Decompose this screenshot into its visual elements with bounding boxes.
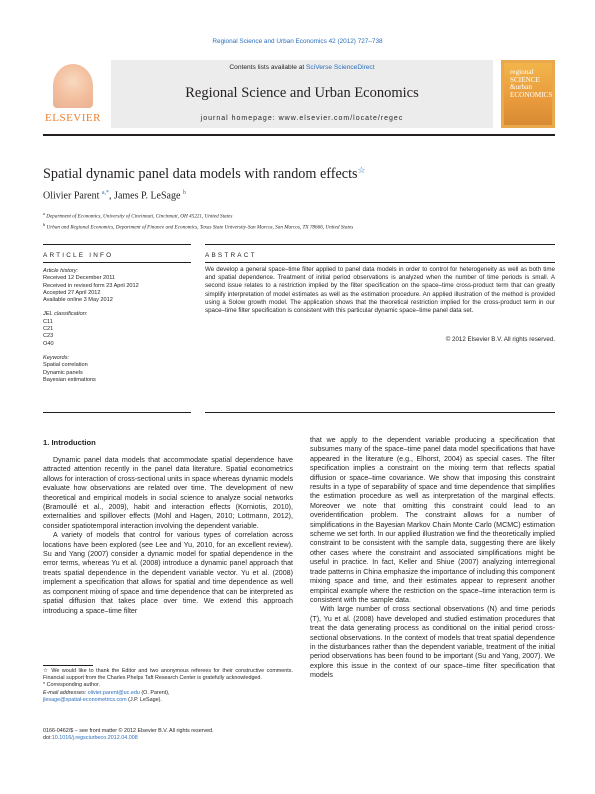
email-label: E-mail addresses: — [43, 689, 88, 696]
issn-line: 0166-0462/$ – see front matter © 2012 Elsevier B.V. All rights reserved. — [43, 728, 214, 734]
keyword: Bayesian estimations — [43, 376, 96, 383]
title-footnote-mark[interactable]: ☆ — [357, 165, 366, 175]
jel-code: C11 — [43, 318, 53, 325]
email-owner: (O. Parent), — [139, 689, 170, 696]
acknowledgement-note: ☆ We would like to thank the Editor and two anonymous referees for their constructive comments. Financial support from the Charles Phelps Taft Research Center is gratefully acknowledged. — [43, 668, 293, 682]
paragraph: Dynamic panel data models that accommodate spatial dependence have attracted attention recently in the panel data literature. Spatial econometrics allows for interaction of cross-sectional units in space whereas dynamic models evaluate how observations are related over time. The development of new theoretical and empirical models in social science to analyze social networks (Bramoullé et al., 2009), habit and interaction effects (Korniotis, 2010), externalities and spillover effects (Mohl and Hagen, 2010; Lottmann, 2012), consider spatiotemporal interaction involving the dependent variable. — [43, 456, 293, 530]
history-item: Received 12 December 2011 — [43, 275, 116, 282]
author-separator: , — [109, 190, 115, 202]
author-name[interactable]: Olivier Parent — [43, 190, 100, 202]
publication-info — [43, 728, 293, 742]
footnotes — [43, 668, 293, 704]
author-name[interactable]: James P. LeSage — [114, 190, 181, 202]
history-item: Accepted 27 April 2012 — [43, 289, 101, 296]
jel-code: O40 — [43, 340, 54, 347]
footnote-rule — [43, 665, 93, 666]
contents-line — [111, 64, 493, 71]
homepage-url[interactable]: www.elsevier.com/locate/regec — [278, 115, 404, 122]
cover-line: SCIENCE — [510, 75, 540, 84]
article-info-heading: ARTICLE INFO — [43, 252, 114, 259]
history-label: Article history: — [43, 268, 79, 274]
journal-citation[interactable]: Regional Science and Urban Economics 42 (2012) 727–738 — [212, 38, 383, 45]
corresponding-author-note: * Corresponding author. — [43, 682, 100, 689]
cover-title — [510, 69, 552, 99]
section-heading-introduction: 1. Introduction — [43, 438, 96, 447]
affiliation-a — [43, 210, 353, 221]
right-column — [310, 436, 555, 681]
paragraph: With large number of cross sectional observations (N) and time periods (T), Yu et al. (2008) have developed and studied estimation procedures that treat the data generating process as conditional on the initial period cross-sectional observations. In the context of models that treat spatial dependence in the disturbances rather than the dependent variable, treatment of the initial period observations has been found to be important (Su and Yang, 2007). We explore this issue in the context of our space–time filter specification that models — [310, 605, 555, 680]
cover-line: ECONOMICS — [510, 90, 553, 99]
cover-line: &urban — [510, 83, 532, 92]
info-bottom-rule — [43, 412, 191, 413]
elsevier-tree-icon — [53, 64, 93, 108]
journal-cover-art — [504, 63, 552, 125]
keywords — [43, 355, 191, 384]
elsevier-logo — [43, 60, 103, 128]
jel-code: C21 — [43, 326, 54, 333]
journal-cover-image — [501, 60, 555, 128]
paragraph: that we apply to the dependent variable producing a specification that subsumes many of the space–time panel data model specifications that have appeared in the literature (e.g., Elhorst, 2004) as special cases. The filter specification implies a constraint on the mixing term that reflects spatial diffusion or space–time covariance. We show that imposing this constraint results in a type of separability of space and time dependence that simplifies the estimation procedure as well as interpretation of the marginal effects. Moreover we note that omitting this constraint could lead to an overidentification problem. The constraint allows for a number of simplifications in the Bayesian Markov Chain Monte Carlo (MCMC) estimation scheme we set forth. In our applied illustration we find the theoretically implied constraint to be consistent with the sample data, suggesting there are likely other cases where the constraint and associated simplifications might be useful in practice. In fact, Keller and Shiue (2007) analyzing interregional trade patterns in China emphasize the importance of including this component mixing space and time, and their estimates appear to represent another empirical example where the restriction on the space–time interaction term is consistent with the sample data. — [310, 436, 555, 604]
contents-prefix: Contents lists available at — [229, 64, 307, 71]
keyword: Spatial correlation — [43, 362, 88, 369]
affiliation-b — [43, 221, 353, 232]
history-item: Available online 3 May 2012 — [43, 297, 113, 304]
keyword: Dynamic panels — [43, 369, 83, 376]
article-info — [43, 268, 191, 391]
email-link[interactable]: jlesage@spatial-econometrics.com — [43, 696, 127, 703]
abstract-head-rule — [205, 262, 555, 263]
keywords-label: Keywords: — [43, 354, 70, 361]
article-history — [43, 268, 191, 304]
abstract-bottom-rule — [205, 412, 555, 413]
elsevier-wordmark: ELSEVIER — [45, 112, 101, 124]
paragraph: A variety of models that control for various types of correlation across locations have been explored (see Lee and Yu, 2010, for an excellent review). Su and Yang (2007) consider a dynamic model for spatial dependence in the error terms, whereas Yu et al. (2008) introduce a dynamic panel approach that treats spatial dependence in the dependent variable vector. Yu et al. (2008) implement a specification that allows for spatial and time dependence as well as component mixing of space and time dependence that can be interpreted as spatial diffusion that takes place over time. We extend this approach introducing a space–time filter — [43, 531, 293, 615]
email-owner: (J.P. LeSage). — [126, 696, 162, 703]
jel-classification — [43, 311, 191, 347]
jel-label: JEL classification: — [43, 311, 88, 318]
email-note — [43, 690, 293, 697]
affiliation-mark: a — [43, 211, 45, 216]
info-head-rule — [43, 262, 191, 263]
article-title-block — [43, 166, 366, 183]
abstract-heading: ABSTRACT — [205, 252, 257, 259]
affiliation-text: Department of Economics, University of Cincinnati, Cincinnati, OH 45221, United States — [46, 213, 233, 220]
abstract-copyright: © 2012 Elsevier B.V. All rights reserved. — [445, 336, 555, 343]
doi-link[interactable]: 10.1016/j.regsciurbeco.2012.04.008 — [51, 735, 138, 742]
affiliation-text: Urban and Regional Economics, Department of Finance and Economics, Texas State University-San Marcos, San Marcos, TX 78666, United States — [46, 224, 354, 231]
affiliations — [43, 210, 353, 231]
cover-line: regional — [510, 68, 534, 76]
affiliation-mark: b — [43, 221, 46, 227]
abstract-text: We develop a general space–time filter applied to panel data models in order to control for heterogeneity as well as both time and spatial dependence. Treatment of initial period observations is analyzed when the number of time periods is small. A second issue relates to a restriction implied by the filter specification on the space–time cross-product term that can greatly simplify interpretation of model estimates as well as the estimation procedure. An applied illustration of the method is provided using a Solow growth model. The application shows that the theoretical restriction implied for the cross-product term in our space–time filter specification is consistent with this particular dynamic space–time panel data set. — [205, 266, 555, 315]
email-link[interactable]: olivier.parent@uc.edu — [87, 689, 140, 696]
jel-code: C23 — [43, 333, 54, 340]
journal-header-box — [111, 60, 493, 128]
doi-label: doi: — [43, 735, 52, 742]
homepage-line — [111, 115, 493, 122]
header-divider — [43, 134, 555, 136]
homepage-prefix: journal homepage: — [200, 115, 279, 122]
doi-line — [43, 735, 293, 742]
history-item: Received in revised form 23 April 2012 — [43, 282, 139, 289]
author-list — [43, 190, 186, 201]
article-title: Spatial dynamic panel data models with random effects — [43, 166, 358, 182]
left-column — [43, 456, 293, 616]
abstract-top-rule — [205, 244, 555, 245]
author-marks[interactable]: b — [182, 190, 186, 196]
journal-header — [43, 60, 555, 128]
info-top-rule — [43, 244, 191, 245]
email-note — [43, 697, 293, 704]
sciencedirect-link[interactable]: SciVerse ScienceDirect — [306, 64, 375, 71]
author-marks[interactable]: a,* — [101, 190, 110, 196]
journal-title: Regional Science and Urban Economics — [185, 85, 419, 101]
